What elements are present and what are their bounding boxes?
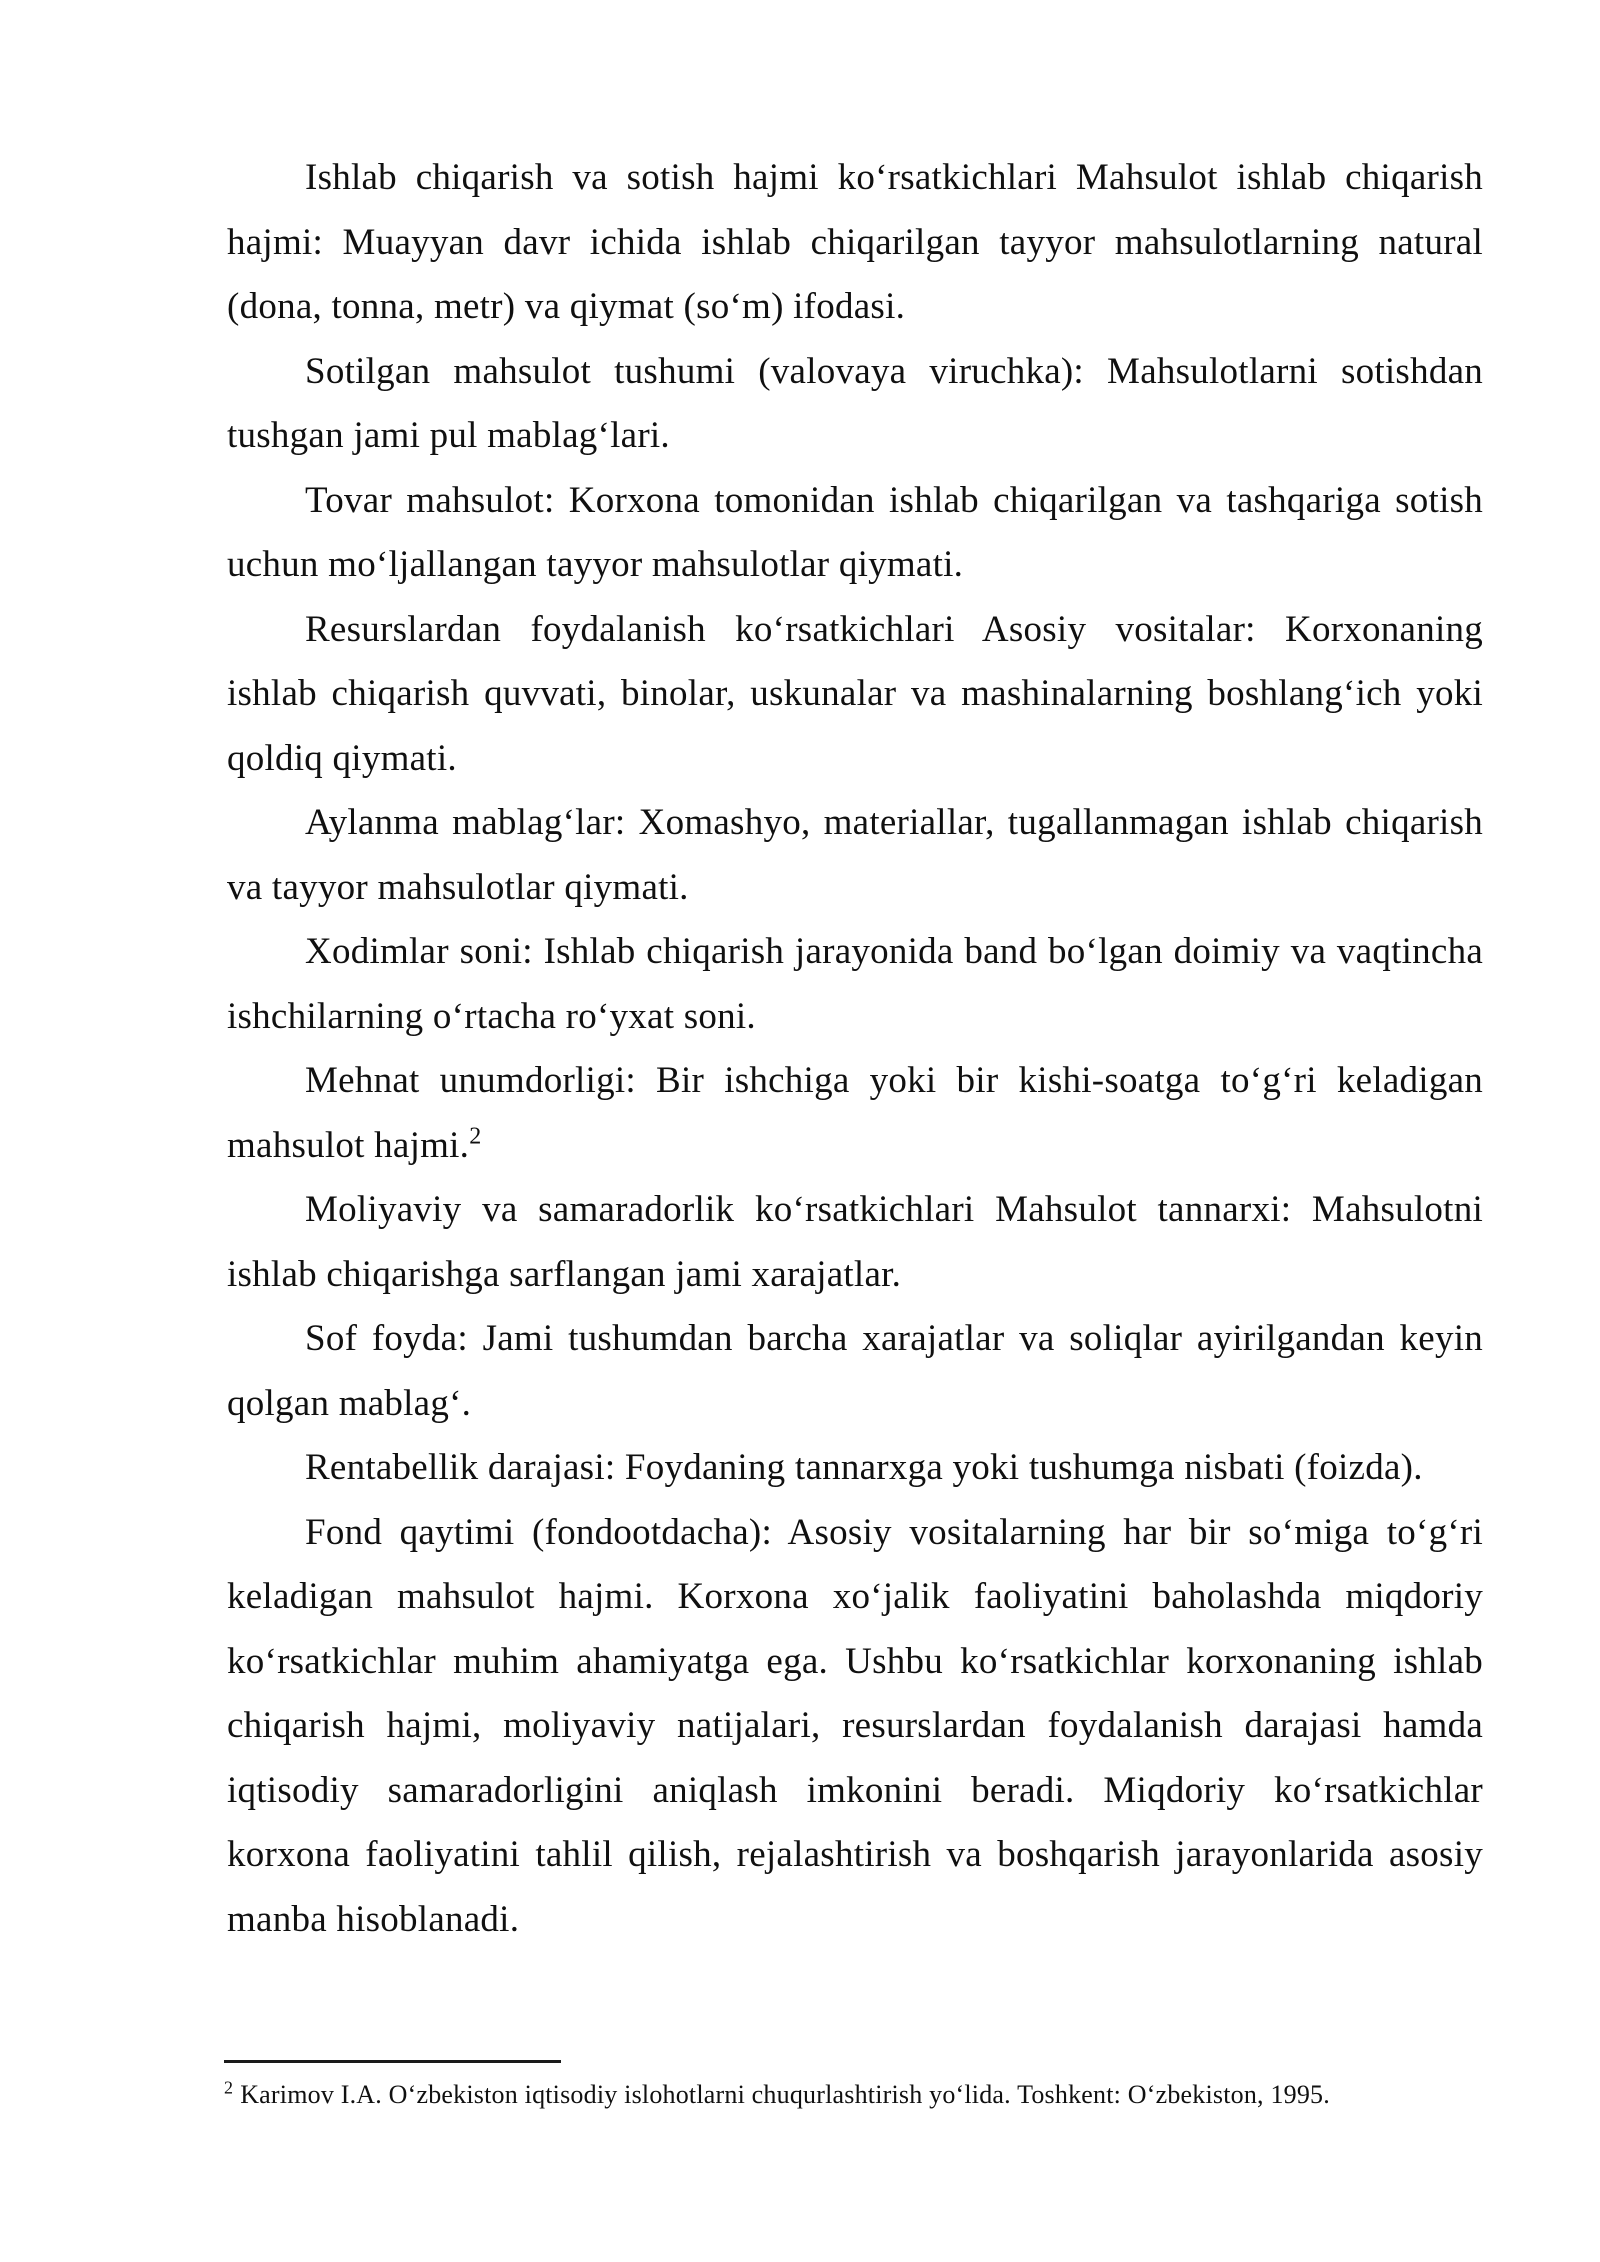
paragraph: Moliyaviy va samaradorlik ko‘rsatkichlari Mahsulot tannarxi: Mahsulotni ishlab chiqarishga sarflangan jami xarajatlar. (227, 1189, 1483, 1295)
paragraph (227, 1049, 1483, 1178)
paragraph: Xodimlar soni: Ishlab chiqarish jarayonida band bo‘lgan doimiy va vaqtincha ishchilarning o‘rtacha ro‘yxat soni. (227, 931, 1483, 1037)
paragraph: Resurslardan foydalanish ko‘rsatkichlari Asosiy vositalar: Korxonaning ishlab chiqarish quvvati, binolar, uskunalar va mashinalarning boshlang‘ich yoki qoldiq qiymati. (227, 608, 1483, 779)
paragraph: Ishlab chiqarish va sotish hajmi ko‘rsatkichlari Mahsulot ishlab chiqarish hajmi: Muayyan davr ichida ishlab chiqarilgan tayyor mahsulotlarning natural (dona, tonna, metr) va qiymat (so‘m) ifodasi. (227, 157, 1483, 327)
paragraph: Rentabellik darajasi: Foydaning tannarxga yoki tushumga nisbati (foizda). (305, 1447, 1423, 1488)
footnote-area (224, 2060, 1480, 2111)
footnote-text: Karimov I.A. O‘zbekiston iqtisodiy islohotlarni chuqurlashtirish yo‘lida. Toshkent: O‘zbekiston, 1995. (240, 2080, 1330, 2109)
footnote-separator-line (224, 2060, 561, 2063)
paragraph: Aylanma mablag‘lar: Xomashyo, materiallar, tugallanmagan ishlab chiqarish va tayyor mahsulotlar qiymati. (227, 802, 1483, 908)
paragraph: Sof foyda: Jami tushumdan barcha xarajatlar va soliqlar ayirilgandan keyin qolgan mablag‘. (227, 1318, 1483, 1424)
document-body (227, 146, 1483, 1952)
paragraph: Fond qaytimi (fondootdacha): Asosiy vositalarning har bir so‘miga to‘g‘ri keladigan mahsulot hajmi. Korxona xo‘jalik faoliyatini baholashda miqdoriy ko‘rsatkichlar muhim ahamiyatga ega. Ushbu ko‘rsatkichlar korxonaning ishlab chiqarish hajmi, moliyaviy natijalari, resurslardan foydalanish darajasi hamda iqtisodiy samaradorligini aniqlash imkonini beradi. Miqdoriy ko‘rsatkichlar korxona faoliyatini tahlil qilish, rejalashtirish va boshqarish jarayonlarida asosiy manba hisoblanadi. (227, 1511, 1483, 1940)
paragraph: Tovar mahsulot: Korxona tomonidan ishlab chiqarilgan va tashqariga sotish uchun mo‘ljallangan tayyor mahsulotlar qiymati. (227, 479, 1483, 585)
paragraph: Sotilgan mahsulot tushumi (valovaya viruchka): Mahsulotlarni sotishdan tushgan jami pul mablag‘lari. (227, 350, 1483, 456)
paragraph-text: Mehnat unumdorligi: Bir ishchiga yoki bir kishi-soatga to‘g‘ri keladigan mahsulot hajmi. (227, 1060, 1483, 1166)
footnote-marker: 2 (224, 2077, 234, 2098)
footnote (224, 2078, 1480, 2111)
footnote-reference-mark: 2 (469, 1123, 482, 1150)
